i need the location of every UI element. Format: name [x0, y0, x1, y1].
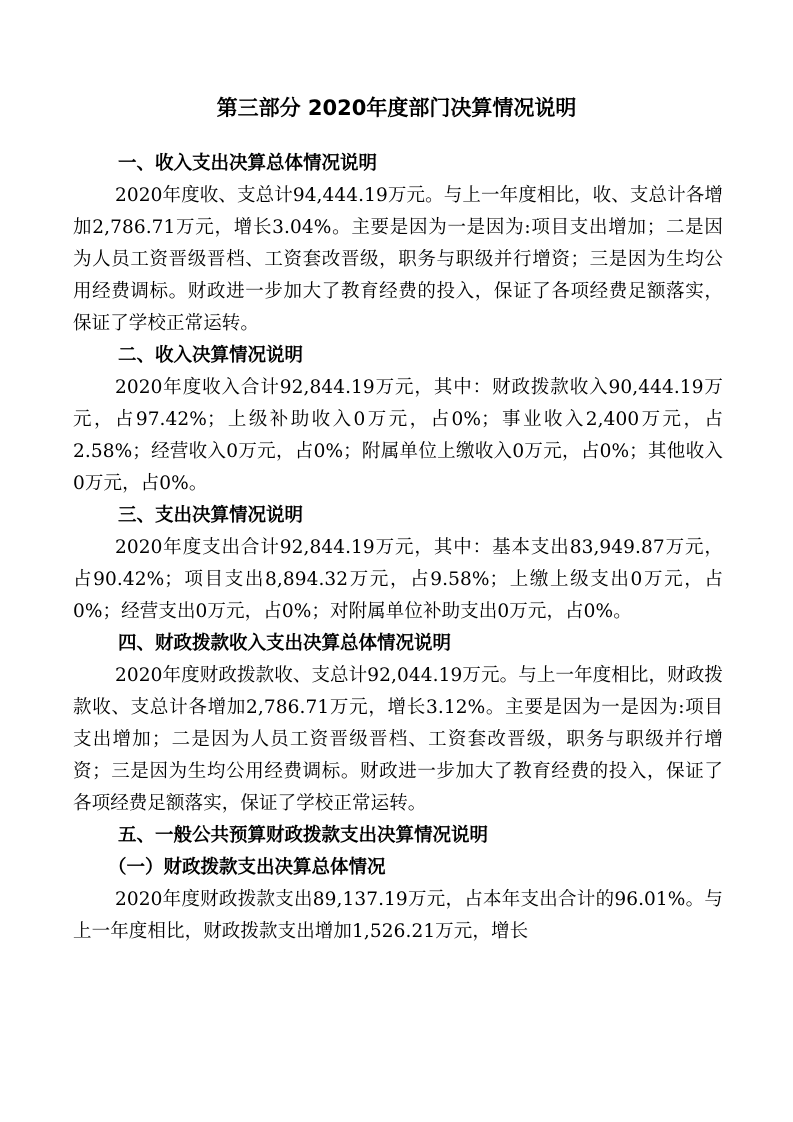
section-heading-2: 二、收入决算情况说明	[118, 345, 304, 366]
section-paragraph-2: 2020年度收入合计92,844.19万元，其中：财政拨款收入90,444.19万元，占97.42%；上级补助收入0万元，占0%；事业收入2,400万元，占2.58%；经营收入0万元，占0%；附属单位上缴收入0万元，占0%；其他收入0万元，占0%。	[73, 377, 723, 494]
section-heading-4: 四、财政拨款收入支出决算总体情况说明	[118, 633, 452, 654]
section-heading-3: 三、支出决算情况说明	[118, 505, 304, 526]
section-heading-1: 一、收入支出决算总体情况说明	[118, 153, 378, 174]
subsection-heading: （一）财政拨款支出决算总体情况	[108, 857, 386, 878]
section-heading-5: 五、一般公共预算财政拨款支出决算情况说明	[118, 825, 489, 846]
subsection-paragraph: 2020年度财政拨款支出89,137.19万元，占本年支出合计的96.01%。与上一年度相比，财政拨款支出增加1,526.21万元，增长	[73, 889, 723, 942]
section-paragraph-3: 2020年度支出合计92,844.19万元，其中：基本支出83,949.87万元，占90.42%；项目支出8,894.32万元，占9.58%；上缴上级支出0万元，占0%；经营支出0万元，占0%；对附属单位补助支出0万元，占0%。	[73, 537, 723, 622]
section-paragraph-1: 2020年度收、支总计94,444.19万元。与上一年度相比，收、支总计各增加2,786.71万元，增长3.04%。主要是因为一是因为:项目支出增加；二是因为人员工资晋级晋档、工资套改晋级，职务与职级并行增资；三是因为生均公用经费调标。财政进一步加大了教育经费的投入，保证了各项经费足额落实，保证了学校正常运转。	[73, 185, 723, 334]
document-body	[73, 148, 723, 948]
page-title: 第三部分 2020年度部门决算情况说明	[216, 96, 577, 120]
section-paragraph-4: 2020年度财政拨款收、支总计92,044.19万元。与上一年度相比，财政拨款收、支总计各增加2,786.71万元，增长3.12%。主要是因为一是因为:项目支出增加；二是因为人员工资晋级晋档、工资套改晋级，职务与职级并行增资；三是因为生均公用经费调标。财政进一步加大了教育经费的投入，保证了各项经费足额落实，保证了学校正常运转。	[73, 665, 723, 814]
